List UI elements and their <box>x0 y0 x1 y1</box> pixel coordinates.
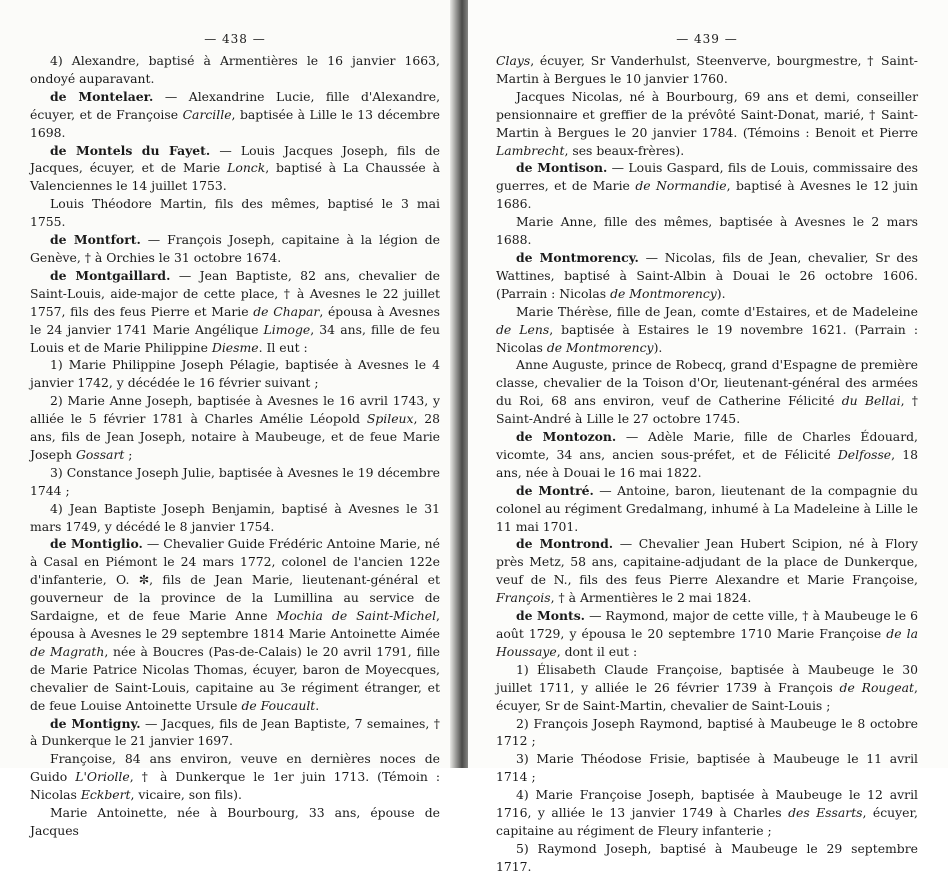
text-segment: . Il eut : <box>258 339 308 355</box>
entry-paragraph <box>30 231 440 267</box>
italic-name: Lonck <box>227 160 266 176</box>
family-name: de Montison. <box>516 160 608 176</box>
entry-paragraph <box>496 607 918 661</box>
entry-paragraph <box>30 750 440 804</box>
text-segment: Françoise, 84 ans environ, veuve en dernières noces de Guido <box>30 751 440 785</box>
entry-paragraph <box>30 142 440 196</box>
family-name: de Montelaer. <box>50 88 154 104</box>
entry-paragraph <box>496 840 918 876</box>
text-segment: , écuyer, Sr Vanderhulst, Steenverve, bourgmestre, † Saint-Martin à Bergues le 10 janvier 1760. <box>496 53 918 86</box>
entry-paragraph <box>30 715 440 751</box>
text-segment: , baptisé à La Chaussée à Valenciennes le 14 juillet 1753. <box>30 160 440 194</box>
italic-name: François <box>496 590 551 606</box>
text-segment: ). <box>716 285 726 301</box>
entry-paragraph <box>30 195 440 231</box>
text-segment: , † Saint-André à Lille le 27 octobre 1745. <box>496 393 918 427</box>
family-name: de Montigny. <box>50 715 141 731</box>
italic-name: Limoge <box>263 321 311 337</box>
text-segment: , née à Boucres (Pas-de-Calais) le 20 avril 1791, fille de Marie Patrice Nicolas Thomas, écuyer, baron de Moyecques, chevalier de Saint-Louis, capitaine au 3e régiment étranger, et de feue Louise Antoinette Ursule <box>30 643 440 713</box>
italic-name: de Normandie <box>635 178 727 194</box>
text-segment: 1) Marie Philippine Joseph Pélagie, baptisée à Avesnes le 4 janvier 1742, y décédée le 16 février suivant ; <box>30 357 440 391</box>
italic-name: Carcille <box>182 106 232 122</box>
text-segment: — Louis Gaspard, fils de Louis, commissaire des guerres, et de Marie <box>496 160 918 194</box>
text-segment: Anne Auguste, prince de Robecq, grand d'Espagne de première classe, chevalier de la Toison d'Or, lieutenant-général des armées du Roi, 68 ans environ, veuf de Catherine Félicité <box>496 357 918 409</box>
family-name: de Montiglio. <box>50 536 143 552</box>
text-segment: Marie Antoinette, née à Bourbourg, 33 ans, épouse de Jacques <box>30 805 440 838</box>
text-segment: , baptisée à Lille le 13 décembre 1698. <box>30 106 441 140</box>
text-segment: 2) François Joseph Raymond, baptisé à Maubeuge le 8 octobre 1712 ; <box>496 715 918 749</box>
page-number: — 439 — <box>676 32 738 46</box>
text-segment: 4) Alexandre, baptisé à Armentières le 16 janvier 1663, ondoyé auparavant. <box>30 53 440 86</box>
left-page <box>0 0 462 838</box>
entry-paragraph <box>30 267 440 357</box>
entry-paragraph <box>30 535 440 714</box>
page-body <box>496 52 918 876</box>
text-segment: — Adèle Marie, fille de Charles Édouard, vicomte, 34 ans, ancien sous-préfet, et de Félicité <box>496 429 918 462</box>
text-segment: ; <box>124 446 133 462</box>
text-segment: , dont il eut : <box>556 643 638 659</box>
text-segment: Marie Anne, fille des mêmes, baptisée à Avesnes le 2 mars 1688. <box>496 214 918 248</box>
entry-paragraph <box>496 750 918 786</box>
text-segment: — Alexandrine Lucie, fille d'Alexandre, écuyer, et de Françoise <box>30 88 441 122</box>
entry-paragraph <box>496 482 918 536</box>
italic-name: de Magrath <box>30 643 105 659</box>
text-segment: — Jean Baptiste, 82 ans, chevalier de Saint-Louis, aide-major de cette place, † à Avesnes le 22 juillet 1757, fils des feus Pierre et Marie <box>30 267 441 319</box>
entry-paragraph <box>496 52 918 88</box>
text-segment: 4) Marie Françoise Joseph, baptisée à Maubeuge le 12 avril 1716, y alliée le 13 janvier 1749 à Charles <box>496 787 918 821</box>
text-segment: , † à Dunkerque le 1er juin 1713. (Témoin : Nicolas <box>30 769 441 803</box>
entry-paragraph <box>30 356 440 392</box>
text-segment: 3) Marie Théodose Frisie, baptisée à Maubeuge le 11 avril 1714 ; <box>496 751 918 785</box>
text-segment: , ses beaux-frères). <box>564 142 685 158</box>
entry-paragraph <box>496 661 918 715</box>
family-name: de Montré. <box>516 482 594 498</box>
entry-paragraph <box>30 804 440 840</box>
text-segment: Louis Théodore Martin, fils des mêmes, baptisé le 3 mai 1755. <box>30 196 440 230</box>
text-segment: 3) Constance Joseph Julie, baptisée à Avesnes le 19 décembre 1744 ; <box>30 464 440 498</box>
right-page <box>468 0 948 874</box>
family-name: de Montels du Fayet. <box>50 142 211 158</box>
text-segment: 5) Raymond Joseph, baptisé à Maubeuge le 29 septembre 1717. <box>496 840 918 874</box>
italic-name: Clays <box>496 53 531 68</box>
italic-name: de Rougeat <box>839 679 915 695</box>
entry-paragraph <box>30 392 440 464</box>
text-segment: . <box>315 697 320 713</box>
text-segment: — François Joseph, capitaine à la légion de Genève, † à Orchies le 31 octobre 1674. <box>30 232 440 265</box>
italic-name: des Essarts <box>788 805 863 821</box>
text-segment: — Chevalier Guide Frédéric Antoine Marie, né à Casal en Piémont le 24 mars 1772, colonel de l'ancien 122e d'infanterie, O. ✼, fils de Jean Marie, lieutenant-général et gouverneur de la province de la Lumillina au service de Sardaigne, et de feue Marie Anne <box>30 536 440 624</box>
entry-paragraph <box>496 88 918 160</box>
italic-name: de la Houssaye <box>496 626 918 659</box>
italic-name: Diesme <box>211 339 259 355</box>
entry-paragraph <box>30 88 440 142</box>
entry-paragraph <box>496 159 918 213</box>
entry-paragraph <box>496 356 918 428</box>
text-segment: — Louis Jacques Joseph, fils de Jacques, écuyer, et de Marie <box>30 142 440 176</box>
family-name: de Montozon. <box>516 429 617 445</box>
italic-name: de Chapar <box>253 303 320 319</box>
italic-name: Eckbert <box>80 787 131 803</box>
family-name: de Monts. <box>516 608 585 624</box>
page-body <box>30 52 440 840</box>
text-segment: , écuyer, capitaine au régiment de Fleury infanterie ; <box>496 805 918 838</box>
family-name: de Montgaillard. <box>50 267 171 283</box>
text-segment: 1) Élisabeth Claude Françoise, baptisée à Maubeuge le 30 juillet 1711, y alliée le 26 février 1739 à François <box>496 661 918 695</box>
italic-name: de Montmorency <box>610 285 717 301</box>
italic-name: Delfosse <box>837 446 892 462</box>
text-segment: , vicaire, son fils). <box>130 787 242 803</box>
italic-name: de Lens <box>496 321 550 337</box>
text-segment: , épousa à Avesnes le 29 septembre 1814 Marie Antoinette Aimée <box>30 608 440 641</box>
entry-paragraph <box>30 500 440 536</box>
italic-name: Spileux <box>366 411 414 427</box>
text-segment: ). <box>653 339 663 355</box>
text-segment: — Nicolas, fils de Jean, chevalier, Sr des Wattines, baptisé à Saint-Albin à Douai le 26 octobre 1606. (Parrain : Nicolas <box>496 249 918 301</box>
entry-paragraph <box>496 428 918 482</box>
entry-paragraph <box>30 52 440 88</box>
entry-paragraph <box>496 786 918 840</box>
text-segment: Marie Thérèse, fille de Jean, comte d'Estaires, et de Madeleine <box>516 303 918 319</box>
text-segment: , † à Armentières le 2 mai 1824. <box>550 590 752 606</box>
entry-paragraph <box>496 535 918 607</box>
entry-paragraph <box>496 715 918 751</box>
italic-name: Mochia de Saint-Michel <box>276 608 437 624</box>
text-segment: , 28 ans, fils de Jean Joseph, notaire à Maubeuge, et de feue Marie Joseph <box>30 411 440 462</box>
italic-name: Lambrecht <box>496 142 565 158</box>
italic-name: de Montmorency <box>546 339 654 355</box>
text-segment: , 18 ans, née à Douai le 16 mai 1822. <box>496 446 918 480</box>
text-segment: , écuyer, Sr de Saint-Martin, chevalier de Saint-Louis ; <box>496 679 918 713</box>
italic-name: de Foucault <box>241 697 316 713</box>
text-segment: — Jacques, fils de Jean Baptiste, 7 semaines, † à Dunkerque le 21 janvier 1697. <box>30 715 440 749</box>
italic-name: du Bellai <box>841 393 901 409</box>
family-name: de Montrond. <box>516 536 614 552</box>
text-segment: , baptisée à Estaires le 19 novembre 1621. (Parrain : Nicolas <box>496 321 918 355</box>
family-name: de Montfort. <box>50 232 141 248</box>
entry-paragraph <box>496 213 918 249</box>
page-number: — 438 — <box>204 32 266 46</box>
text-segment: , baptisé à Avesnes le 12 juin 1686. <box>496 178 918 212</box>
italic-name: L'Oriolle <box>75 769 130 785</box>
text-segment: — Raymond, major de cette ville, † à Maubeuge le 6 août 1729, y épousa le 20 septembre 1710 Marie Françoise <box>496 608 918 641</box>
entry-paragraph <box>496 249 918 303</box>
text-segment: Jacques Nicolas, né à Bourbourg, 69 ans et demi, conseiller pensionnaire et greffier de la prévôté Saint-Donat, marié, † Saint-Martin à Bergues le 20 janvier 1784. (Témoins : Benoit et Pierre <box>496 88 918 140</box>
text-segment: 4) Jean Baptiste Joseph Benjamin, baptisé à Avesnes le 31 mars 1749, y décédé le 8 janvier 1754. <box>30 500 440 534</box>
text-segment: 2) Marie Anne Joseph, baptisée à Avesnes le 16 avril 1743, y alliée le 5 février 1781 à Charles Amélie Léopold <box>30 393 440 427</box>
entry-paragraph <box>496 303 918 357</box>
entry-paragraph <box>30 464 440 500</box>
text-segment: , épousa à Avesnes le 24 janvier 1741 Marie Angélique <box>30 303 440 337</box>
text-segment: , 34 ans, fille de feu Louis et de Marie Philippine <box>30 321 440 355</box>
italic-name: Gossart <box>75 446 125 462</box>
text-segment: — Chevalier Jean Hubert Scipion, né à Flory près Metz, 58 ans, capitaine-adjudant de la place de Dunkerque, veuf de N., fils des feus Pierre Alexandre et Marie Françoise, <box>496 536 918 588</box>
family-name: de Montmorency. <box>516 249 639 265</box>
text-segment: — Antoine, baron, lieutenant de la compagnie du colonel au régiment Gredalmang, inhumé à La Madeleine à Lille le 11 mai 1701. <box>496 482 918 534</box>
